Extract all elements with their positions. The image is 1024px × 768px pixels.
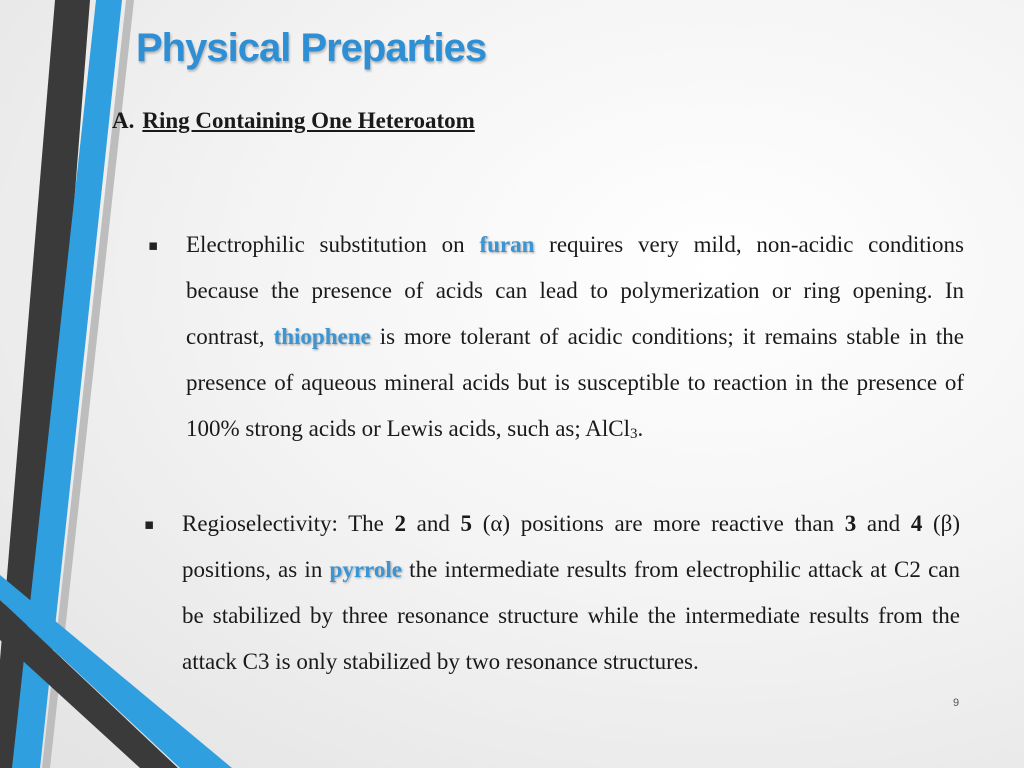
bullet-marker-2: ▪ xyxy=(144,515,155,533)
position-3: 3 xyxy=(844,511,857,536)
bullet-1-text-c: is more tolerant of acidic conditions; it remains stable in the presence of aqueous mineral acids but is susceptible to reaction in the presence of 100% strong acids or Lewis acids, such as; AlCl xyxy=(186,324,964,441)
section-letter: A. xyxy=(112,108,135,133)
bullet-2-text-c: (α) positions are more reactive than xyxy=(472,511,845,536)
bullet-1-text-d: . xyxy=(637,416,644,441)
bullet-2-text-d: and xyxy=(856,511,911,536)
bullet-2-text-f: the intermediate results from electrophilic attack at C2 can be stabilized by three resonance structure while the intermediate results from the attack C3 is only stabilized by two resonance structures. xyxy=(182,557,960,674)
section-heading xyxy=(112,108,475,134)
bullet-marker-1: ▪ xyxy=(148,236,159,254)
position-5: 5 xyxy=(460,511,473,536)
bullet-2-text-e: (β) positions, as in xyxy=(182,511,960,582)
bullet-1 xyxy=(186,222,964,457)
section-heading-text: Ring Containing One Heteroatom xyxy=(142,108,475,133)
bullet-1-paragraph xyxy=(186,222,964,457)
keyword-pyrrole: pyrrole xyxy=(329,557,402,582)
page-number: 9 xyxy=(953,697,960,709)
position-4: 4 xyxy=(910,511,923,536)
position-2: 2 xyxy=(394,511,407,536)
bullet-2-text-b: and xyxy=(406,511,461,536)
bullet-2-text-a: Regioselectivity: The xyxy=(182,511,395,536)
keyword-thiophene: thiophene xyxy=(273,324,371,349)
bullet-1-text-b: requires very mild, non-acidic conditions because the presence of acids can lead to polymerization or ring opening. In contrast, xyxy=(186,232,965,349)
bullet-2 xyxy=(182,501,960,685)
keyword-furan: furan xyxy=(479,232,535,257)
slide-title: Physical Preparties xyxy=(136,26,487,70)
bullet-2-paragraph xyxy=(182,501,960,685)
bullet-1-text-a: Electrophilic substitution on xyxy=(186,232,480,257)
subscript-3: 3 xyxy=(629,426,638,442)
